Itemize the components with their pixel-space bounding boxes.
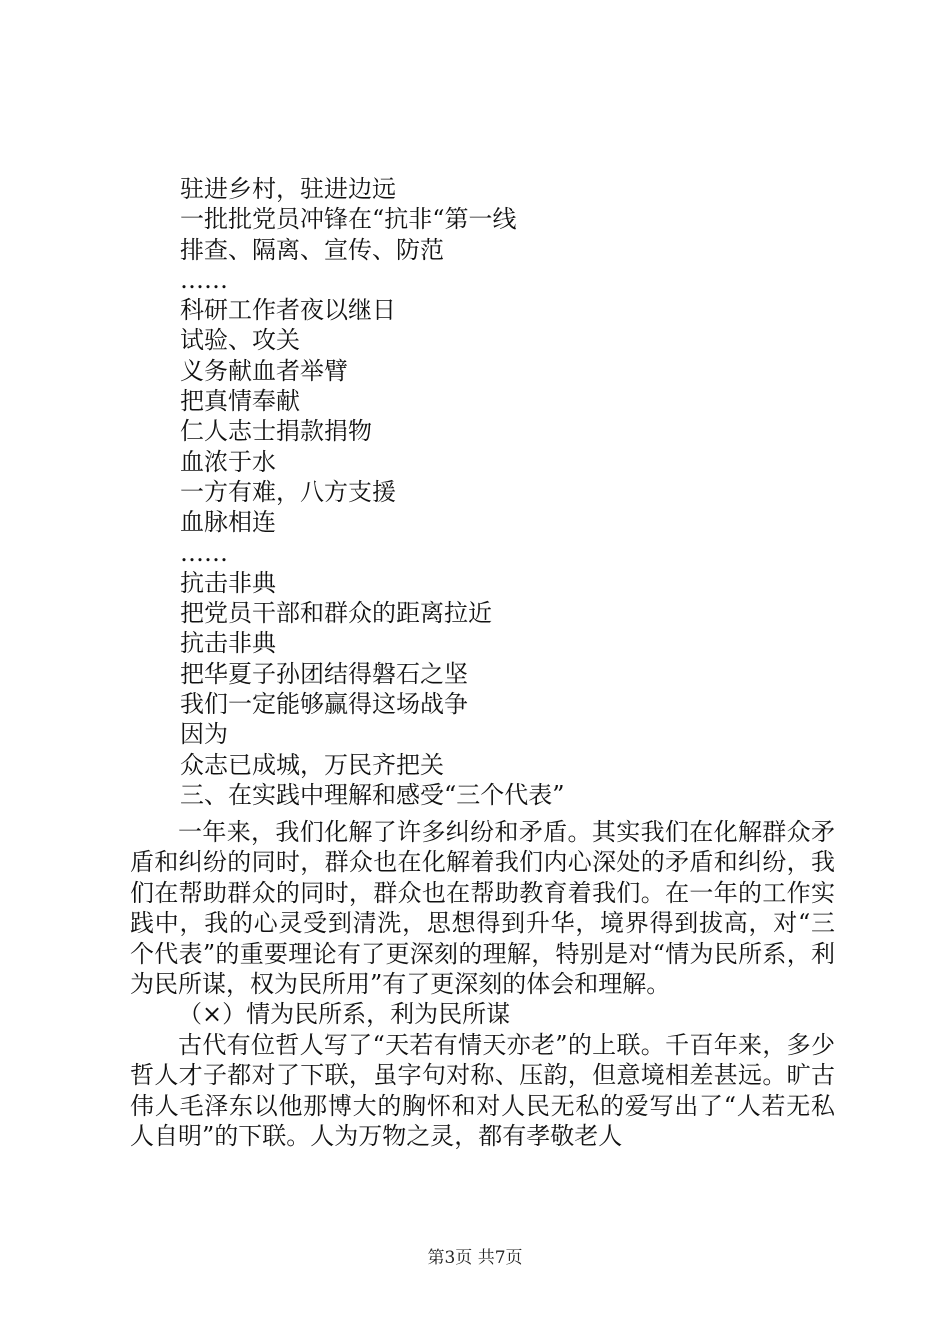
poem-line: 一方有难，八方支援	[180, 477, 396, 506]
poem-ellipsis: ……	[180, 265, 228, 294]
poem-line: 血浓于水	[180, 447, 276, 476]
poem-line: 义务献血者举臂	[180, 356, 348, 385]
poem-line: 把华夏子孙团结得磐石之坚	[180, 659, 468, 688]
paragraph: 一年来，我们化解了许多纠纷和矛盾。其实我们在化解群众矛盾和纠纷的同时，群众也在化解着我们内心深处的矛盾和纠纷，我们在帮助群众的同时，群众也在帮助教育着我们。在一年的工作实践中，我的心灵受到清洗，思想得到升华，境界得到拔高，对“三个代表”的重要理论有了更深刻的理解，特别是对“情为民所系，利为民所谋，权为民所用”有了更深刻的体会和理解。	[130, 818, 835, 999]
poem-line: 血脉相连	[180, 508, 276, 537]
poem-ellipsis: ……	[180, 538, 228, 567]
poem-line: 科研工作者夜以继日	[180, 296, 396, 325]
prose-block	[130, 817, 835, 1151]
poem-line: 我们一定能够赢得这场战争	[180, 690, 468, 719]
poem-line: 抗击非典	[180, 629, 276, 658]
poem-line: 一批批党员冲锋在“抗非“第一线	[180, 205, 517, 234]
poem-line: 抗击非典	[180, 568, 276, 597]
paragraph: 古代有位哲人写了“天若有情天亦老”的上联。千百年来，多少哲人才子都对了下联，虽字句对称、压韵，但意境相差甚远。旷古伟人毛泽东以他那博大的胸怀和对人民无私的爱写出了“人若无私人自明”的下联。人为万物之灵，都有孝敬老人	[130, 1030, 835, 1151]
section-heading: 三、在实践中理解和感受“三个代表”	[180, 780, 565, 809]
page-footer: 第3页 共7页	[427, 1248, 523, 1268]
poem-line: 把党员干部和群众的距离拉近	[180, 599, 492, 628]
poem-block	[180, 174, 800, 810]
poem-line: 排查、隔离、宣传、防范	[180, 235, 444, 264]
poem-line: 仁人志士捐款捐物	[180, 417, 372, 446]
subsection-heading: （×）情为民所系，利为民所谋	[178, 1000, 511, 1029]
poem-line: 驻进乡村，驻进边远	[180, 175, 396, 203]
poem-line: 试验、攻关	[180, 326, 300, 355]
poem-line: 众志已成城，万民齐把关	[180, 750, 444, 779]
poem-line: 把真情奉献	[180, 387, 300, 416]
poem-line: 因为	[180, 720, 228, 749]
